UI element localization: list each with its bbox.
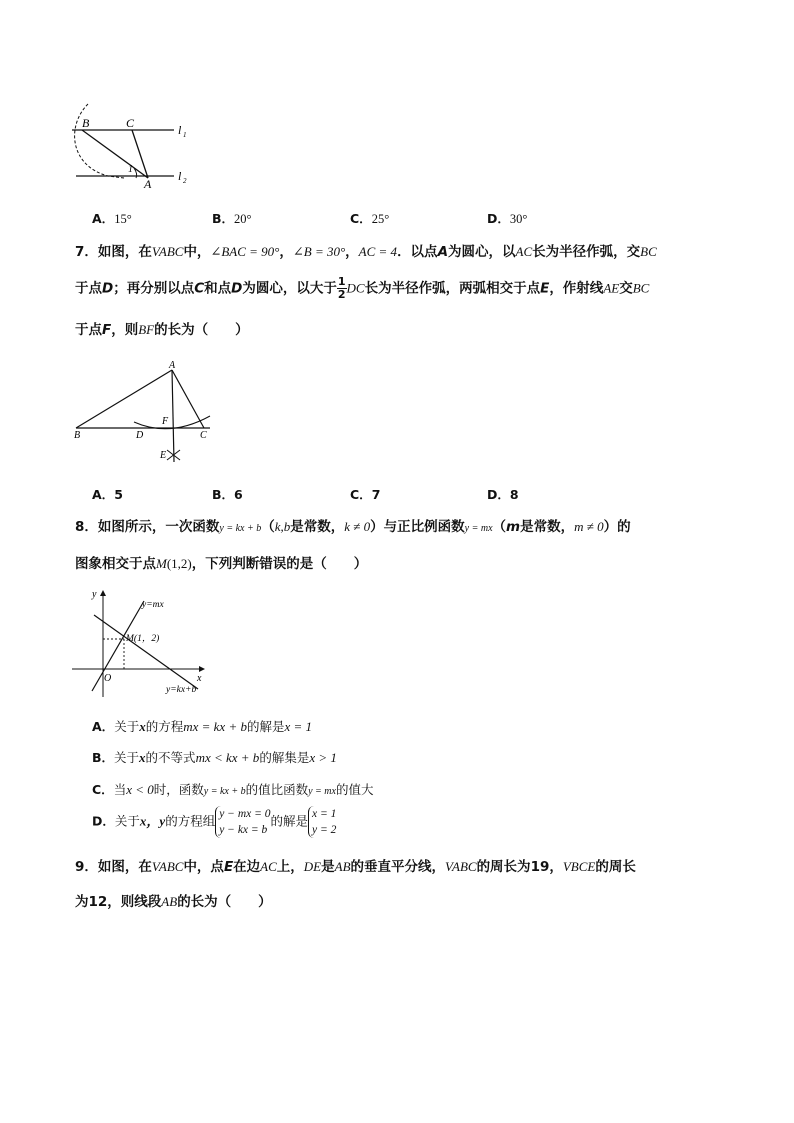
ray-AE	[172, 370, 174, 462]
q7-option-a[interactable]: A．5	[92, 487, 123, 502]
label-A: A	[144, 177, 152, 191]
figure-q7	[70, 358, 220, 466]
label-l1: l	[178, 123, 182, 137]
q7-option-b[interactable]: B．6	[212, 487, 243, 502]
equation-system: y − mx = 0 y − kx = b	[215, 806, 270, 838]
label-y-kx-b: y=kx+b	[166, 685, 197, 695]
solution-system: x = 1 y = 2	[308, 806, 336, 838]
label-B: B	[74, 430, 81, 441]
label-A: A	[169, 360, 176, 371]
q7-line1: 7．如图，在VABC中，∠BAC = 90°，∠B = 30°，AC = 4．以点A为圆心，以AC长为半径作弧，交BC	[75, 244, 657, 260]
label-D: D	[136, 430, 144, 441]
q7-line3: 于点F，则BF的长为（ ）	[75, 322, 249, 338]
q9-line1: 9．如图，在VABC中，点E在边AC上，DE是AB的垂直平分线，VABC的周长为19，VBCE的周长	[75, 859, 636, 875]
q6-option-d[interactable]: D．30°	[487, 211, 528, 226]
label-point-M: M(1，2)	[126, 634, 160, 644]
q6-option-c[interactable]: C．25°	[350, 211, 390, 226]
label-C: C	[126, 116, 135, 130]
label-origin: O	[104, 673, 112, 684]
label-l2: l	[178, 169, 182, 183]
label-y-mx: y=mx	[142, 600, 164, 610]
q8-option-d[interactable]: D．关于x，y的方程组 y − mx = 0 y − kx = b 的解是 x = 1 y = 2	[92, 808, 337, 836]
q6-option-b[interactable]: B．20°	[212, 211, 252, 226]
figure-q6	[60, 96, 200, 192]
figure-q8	[70, 585, 220, 700]
q8-option-c[interactable]: C．当x < 0时，函数y = kx + b的值比函数y = mx的值大	[92, 782, 374, 797]
label-F: F	[162, 416, 169, 427]
segment-CA	[132, 130, 148, 178]
label-l1-sub: 1	[183, 131, 187, 139]
label-x: x	[197, 673, 202, 684]
label-C: C	[200, 430, 207, 441]
label-angle-1: 1	[128, 164, 133, 175]
q8-line1: 8．如图所示，一次函数y = kx + b（k,b是常数，k ≠ 0）与正比例函数y = mx（m是常数，m ≠ 0）的	[75, 519, 631, 535]
q7-line2: 于点D；再分别以点C和点D为圆心，以大于 $\frac{1}{2}$ DC长为半径作弧，两弧相交于点E，作射线AE交BC	[75, 275, 650, 301]
q8-option-b[interactable]: B．关于x的不等式mx < kx + b的解集是x > 1	[92, 750, 337, 765]
label-B: B	[82, 116, 90, 130]
q6-option-a[interactable]: A．15°	[92, 211, 132, 226]
label-y: y	[92, 589, 97, 600]
q8-option-a[interactable]: A．关于x的方程mx = kx + b的解是x = 1	[92, 719, 313, 734]
fraction-one-half: $\frac{1}{2}$	[337, 275, 346, 301]
q7-option-d[interactable]: D．8	[487, 487, 519, 502]
q8-line2: 图象相交于点M(1,2)，下列判断错误的是（ ）	[75, 556, 368, 572]
segment-BA	[82, 130, 148, 178]
q7-option-c[interactable]: C．7	[350, 487, 381, 502]
label-l2-sub: 2	[183, 177, 187, 185]
label-E: E	[160, 450, 167, 461]
segment-AC	[172, 370, 204, 428]
segment-BA	[76, 370, 172, 428]
line-y-mx	[92, 601, 144, 691]
q9-line2: 为12，则线段AB的长为（ ）	[75, 894, 272, 910]
